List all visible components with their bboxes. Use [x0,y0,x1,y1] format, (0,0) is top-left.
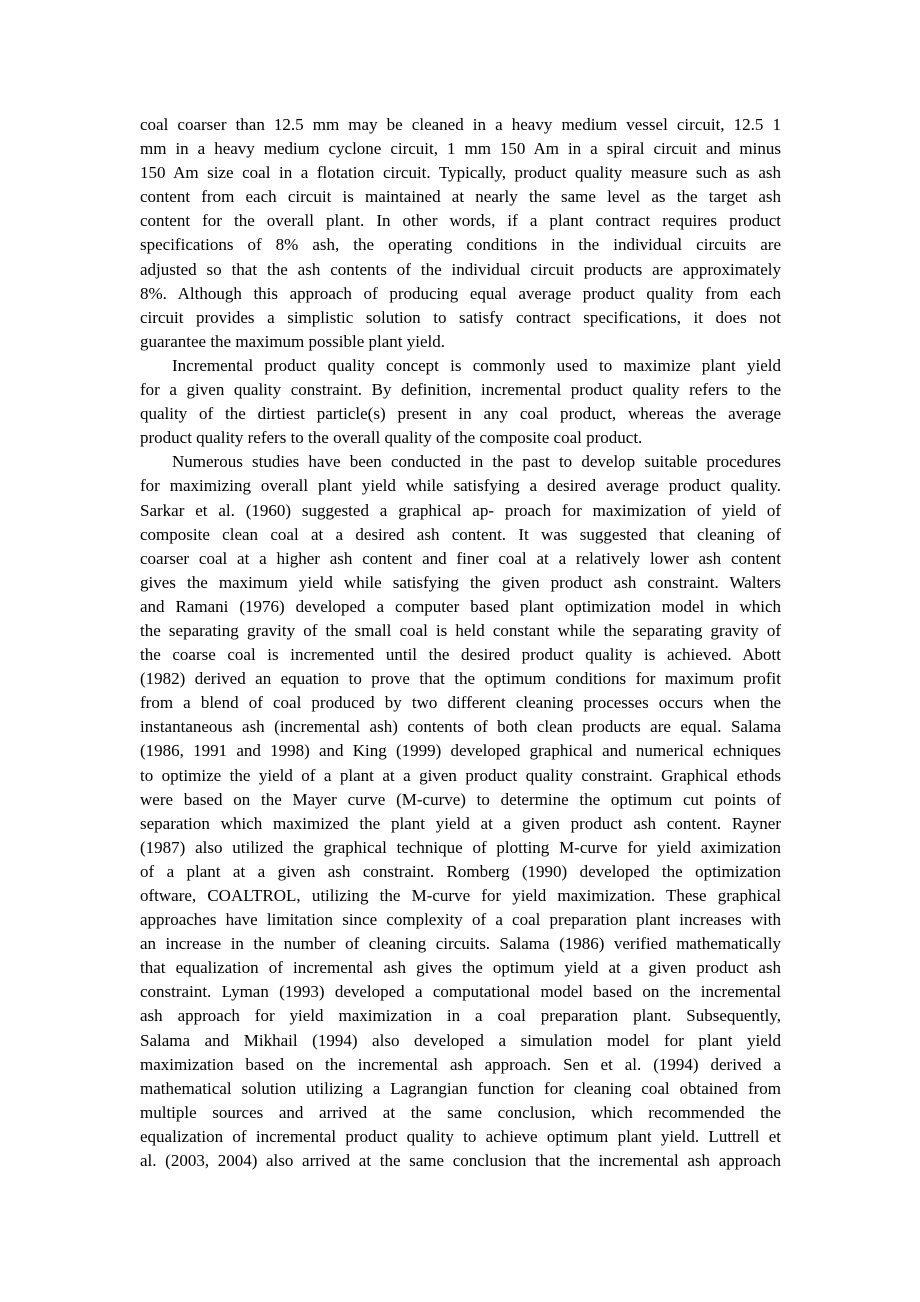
text-line: specifications of 8% ash, the operating conditions in the individual circuits are [140,235,781,255]
text-line: guarantee the maximum possible plant yield. [140,331,445,351]
text-line: Incremental product quality concept is commonly used to maximize plant yield [172,355,781,375]
text-line: approaches have limitation since complexity of a coal preparation plant increases with [140,910,781,930]
text-line: for maximizing overall plant yield while satisfying a desired average product quality. [140,476,781,496]
text-line: from a blend of coal produced by two different cleaning processes occurs when the [140,693,781,713]
text-line: al. (2003, 2004) also arrived at the same conclusion that the incremental ash approach [140,1151,781,1171]
text-line: Sarkar et al. (1960) suggested a graphical ap- proach for maximization of yield of [140,500,781,520]
text-line: the separating gravity of the small coal is held constant while the separating gravity of [140,620,781,640]
text-line: product quality refers to the overall quality of the composite coal product. [140,428,643,448]
text-line: the coarse coal is incremented until the desired product quality is achieved. Abott [140,645,781,665]
text-line: oftware, COALTROL, utilizing the M-curve for yield maximization. These graphical [140,886,781,905]
text-line: equalization of incremental product quality to achieve optimum plant yield. Luttrell et [140,1126,781,1146]
text-line: (1982) derived an equation to prove that the optimum conditions for maximum profit [140,669,781,689]
text-line: 8%. Although this approach of producing equal average product quality from each [140,283,781,303]
text-line: coarser coal at a higher ash content and finer coal at a relatively lower ash content [140,548,781,568]
text-line: ash approach for yield maximization in a coal preparation plant. Subsequently, [140,1006,781,1026]
text-line: (1987) also utilized the graphical technique of plotting M-curve for yield aximization [140,837,781,857]
text-line: instantaneous ash (incremental ash) contents of both clean products are equal. Salama [140,717,781,737]
text-line: content from each circuit is maintained at nearly the same level as the target ash [140,187,781,207]
text-line: adjusted so that the ash contents of the individual circuit products are approximately [140,259,781,279]
text-line: of a plant at a given ash constraint. Romberg (1990) developed the optimization [140,861,781,881]
text-line: that equalization of incremental ash gives the optimum yield at a given product ash [140,958,781,978]
text-line: and Ramani (1976) developed a computer based plant optimization model in which [140,596,781,616]
text-line: constraint. Lyman (1993) developed a computational model based on the incremental [140,982,781,1002]
text-line: mm in a heavy medium cyclone circuit, 1 mm 150 Am in a spiral circuit and minus [140,139,781,159]
text-line: separation which maximized the plant yield at a given product ash content. Rayner [140,813,781,833]
text-line: maximization based on the incremental ash approach. Sen et al. (1994) derived a [140,1054,781,1074]
text-line: to optimize the yield of a plant at a given product quality constraint. Graphical ethods [140,765,781,785]
text-line: 150 Am size coal in a flotation circuit. Typically, product quality measure such as ash [140,163,781,183]
text-line: composite clean coal at a desired ash content. It was suggested that cleaning of [140,524,781,544]
text-line: for a given quality constraint. By definition, incremental product quality refers to the [140,380,781,400]
text-line: circuit provides a simplistic solution to satisfy contract specifications, it does not [140,307,781,327]
text-line: multiple sources and arrived at the same conclusion, which recommended the [140,1102,781,1122]
text-line: mathematical solution utilizing a Lagrangian function for cleaning coal obtained from [140,1078,781,1098]
text-line: Salama and Mikhail (1994) also developed a simulation model for plant yield [140,1030,781,1050]
text-line: quality of the dirtiest particle(s) present in any coal product, whereas the average [140,404,781,424]
text-line: gives the maximum yield while satisfying the given product ash constraint. Walters [140,572,781,592]
text-line: Numerous studies have been conducted in the past to develop suitable procedures [172,452,781,472]
text-line: an increase in the number of cleaning circuits. Salama (1986) verified mathematically [140,934,781,954]
text-line: coal coarser than 12.5 mm may be cleaned in a heavy medium vessel circuit, 12.5 1 [140,115,781,134]
text-line: (1986, 1991 and 1998) and King (1999) developed graphical and numerical echniques [140,741,781,761]
body-text [140,113,781,1173]
text-line: were based on the Mayer curve (M-curve) to determine the optimum cut points of [140,789,781,809]
text-line: content for the overall plant. In other words, if a plant contract requires product [140,211,781,231]
